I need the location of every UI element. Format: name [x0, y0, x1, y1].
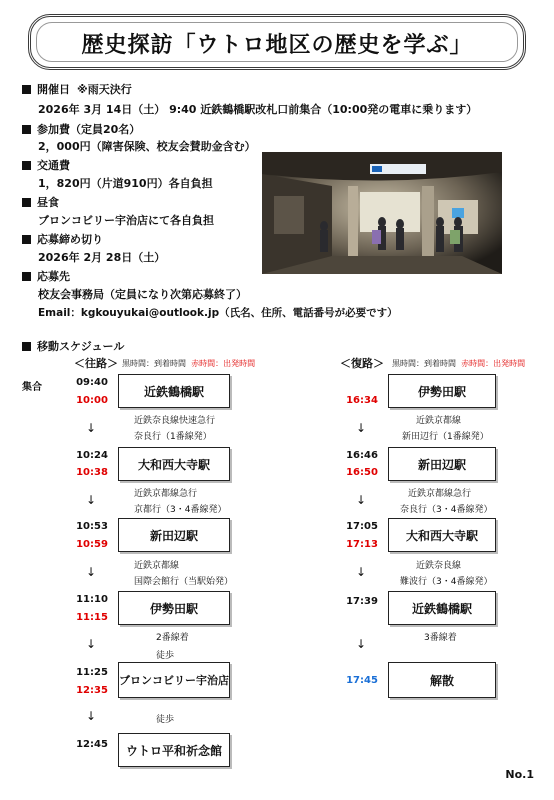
fee-label: 参加費（定員20名） — [37, 123, 141, 136]
down-arrow-icon: ↓ — [86, 421, 97, 435]
route-note: 近鉄京都線急行 — [408, 489, 472, 499]
arrive-time: 11:25 — [76, 667, 108, 678]
route-note: 難波行（3・4番線発） — [400, 577, 493, 587]
outbound-label: ＜往路＞ — [74, 357, 118, 370]
return-legend — [392, 358, 525, 369]
deadline-label: 応募締め切り — [37, 233, 103, 246]
depart-time: 16:34 — [346, 395, 378, 406]
deadline-value: 2026年 2月 28日（土） — [38, 251, 166, 264]
arrive-time: 09:40 — [76, 377, 108, 388]
bullet-square-icon — [22, 235, 31, 244]
legend-black: 黒時間：到着時間 — [392, 359, 456, 368]
station-box: 解散 — [388, 662, 496, 698]
date-value: 2026年 3月 14日（土） 9:40 近鉄鶴橋駅改札口前集合（10:00発の電車に乗ります） — [38, 103, 478, 116]
station-box: 近鉄鶴橋駅 — [388, 591, 496, 625]
arrive-time: 17:05 — [346, 521, 378, 532]
station-box: 伊勢田駅 — [388, 374, 496, 408]
route-note: 京都行（3・4番線発） — [134, 505, 227, 515]
date-label: 開催日 — [37, 83, 70, 96]
station-box: 大和西大寺駅 — [388, 518, 496, 552]
down-arrow-icon: ↓ — [86, 565, 97, 579]
arrive-time: 11:10 — [76, 594, 108, 605]
down-arrow-icon: ↓ — [356, 637, 367, 651]
station-box: 新田辺駅 — [388, 447, 496, 481]
page-number: No.1 — [505, 768, 534, 781]
fare-value: 1，820円（片道910円）各自負担 — [38, 177, 213, 190]
route-note: 2番線着 — [156, 633, 189, 643]
schedule-header — [22, 340, 124, 354]
route-note: 奈良行（1番線発） — [134, 432, 212, 442]
arrive-time: 16:46 — [346, 450, 378, 461]
lunch-section — [22, 196, 59, 210]
route-note: 近鉄京都線急行 — [134, 489, 198, 499]
fare-section — [22, 159, 70, 173]
legend-red: 赤時間：出発時間 — [461, 359, 526, 368]
outbound-legend — [122, 358, 255, 369]
bullet-square-icon — [22, 272, 31, 281]
contact-value: 校友会事務局（定員になり次第応募終了） — [38, 288, 247, 301]
station-box: 近鉄鶴橋駅 — [118, 374, 230, 408]
lunch-label: 昼食 — [37, 196, 59, 209]
station-photo — [262, 152, 502, 274]
bullet-square-icon — [22, 198, 31, 207]
route-note: 新田辺行（1番線発） — [402, 432, 489, 442]
fee-value: 2，000円（障害保険、校友会賛助金含む） — [38, 140, 256, 153]
station-box: ブロンコビリー宇治店 — [118, 662, 230, 698]
fare-label: 交通費 — [37, 159, 70, 172]
station-box: 伊勢田駅 — [118, 591, 230, 625]
down-arrow-icon: ↓ — [86, 637, 97, 651]
station-box: 新田辺駅 — [118, 518, 230, 552]
bullet-square-icon — [22, 161, 31, 170]
arrive-time: 12:45 — [76, 739, 108, 750]
route-note: 徒歩 — [156, 651, 175, 661]
depart-time: 10:59 — [76, 539, 108, 550]
deadline-section — [22, 233, 103, 247]
email-line: Email：kgkouyukai@outlook.jp（氏名、住所、電話番号が必要です） — [38, 307, 398, 319]
down-arrow-icon: ↓ — [356, 493, 367, 507]
route-note: 奈良行（3・4番線発） — [400, 505, 493, 515]
depart-time: 11:15 — [76, 612, 108, 623]
legend-black: 黒時間：到着時間 — [122, 359, 186, 368]
lunch-value: ブロンコビリー宇治店にて各自負担 — [38, 214, 214, 227]
depart-time: 17:13 — [346, 539, 378, 550]
depart-time: 12:35 — [76, 685, 108, 696]
station-box: 大和西大寺駅 — [118, 447, 230, 481]
fee-section — [22, 123, 140, 137]
route-note: 近鉄京都線 — [416, 416, 462, 426]
contact-section — [22, 270, 70, 284]
arrive-time: 17:39 — [346, 596, 378, 607]
bullet-square-icon — [22, 125, 31, 134]
return-label: ＜復路＞ — [340, 357, 384, 370]
down-arrow-icon: ↓ — [356, 565, 367, 579]
schedule-header-label: 移動スケジュール — [37, 340, 125, 353]
page-title: 歴史探訪「ウトロ地区の歴史を学ぶ」 — [81, 33, 473, 58]
route-note: 近鉄奈良線 — [416, 561, 462, 571]
legend-red: 赤時間：出発時間 — [191, 359, 256, 368]
route-note: 近鉄奈良線快速急行 — [134, 416, 216, 426]
contact-label: 応募先 — [37, 270, 70, 283]
arrive-time: 17:45 — [346, 675, 378, 686]
station-box: ウトロ平和祈念館 — [118, 733, 230, 767]
down-arrow-icon: ↓ — [86, 709, 97, 723]
route-note: 近鉄京都線 — [134, 561, 180, 571]
depart-time: 10:00 — [76, 395, 108, 406]
down-arrow-icon: ↓ — [356, 421, 367, 435]
gather-label: 集合 — [22, 382, 42, 393]
date-note: ※雨天決行 — [77, 83, 132, 96]
depart-time: 10:38 — [76, 467, 108, 478]
bullet-square-icon — [22, 342, 31, 351]
down-arrow-icon: ↓ — [86, 493, 97, 507]
route-note: 徒歩 — [156, 715, 175, 725]
arrive-time: 10:24 — [76, 450, 108, 461]
depart-time: 16:50 — [346, 467, 378, 478]
route-note: 3番線着 — [424, 633, 457, 643]
arrive-time: 10:53 — [76, 521, 108, 532]
bullet-square-icon — [22, 85, 31, 94]
date-section — [22, 83, 132, 97]
route-note: 国際会館行（当駅始発） — [134, 577, 234, 587]
